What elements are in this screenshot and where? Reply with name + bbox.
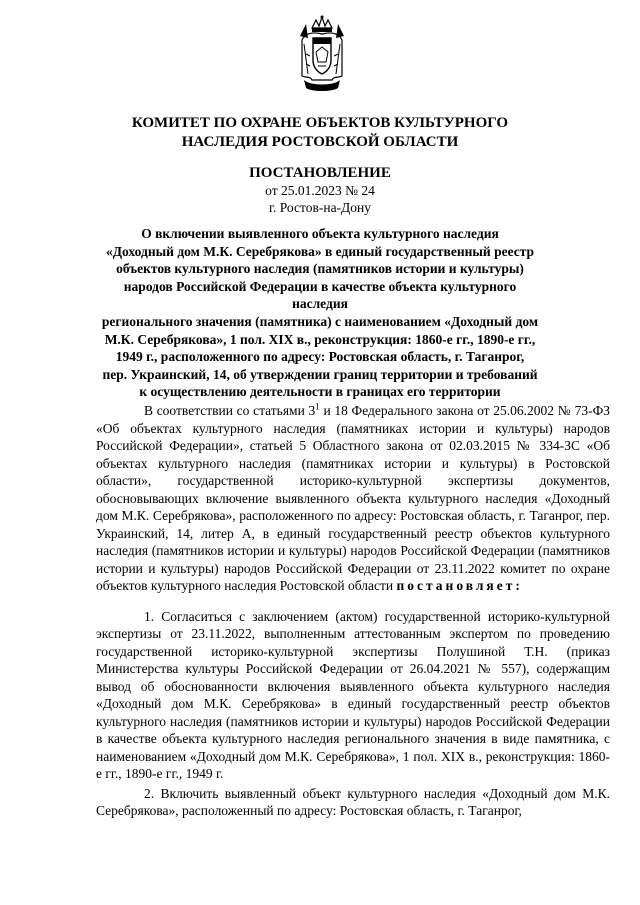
subject-line: объектов культурного наследия (памятников истории и культуры) <box>116 261 524 277</box>
subject-line: О включении выявленного объекта культурного наследия <box>141 226 499 241</box>
preamble-text-start: В соответствии со статьями 3 <box>144 403 316 418</box>
clause-2: 2. Включить выявленный объект культурного наследия «Доходный дом М.К. Серебрякова», расположенный по адресу: Ростовская область, г. Таганрог, <box>96 785 610 818</box>
issuing-authority <box>60 114 580 152</box>
subject-line: народов Российской Федерации в качестве объекта культурного наследия <box>123 278 517 312</box>
clause-1: 1. Согласиться с заключением (актом) государственной историко-культурной экспертизы от 23.11.2022, выполненным аттестованным экспертом по проведению государственной историко-культурной экспертизы Полушиной Т.Н. (приказ Министерства культуры Российской Федерации от 26.04.2021 № 557), содержащим вывод об обоснованности включения выявленного объекта культурного наследия «Доходный дом М.К. Серебрякова» в единый государственный реестр объектов культурного наследия (памятников истории и культуры) народов Российской Федерации в качестве объекта культурного наследия регионального значения в виде памятника, с наименованием «Доходный дом М.К. Серебрякова», 1 пол. XIX в., реконструкция: 1860-е гг., 1890-е гг., 1949 г. <box>96 608 610 781</box>
preamble-paragraph <box>96 402 610 595</box>
document-subject <box>95 225 545 401</box>
document-date-number: от 25.01.2023 № 24 <box>265 183 375 198</box>
coat-of-arms-icon <box>298 14 346 92</box>
subject-line: регионального значения (памятника) с наименованием «Доходный дом <box>101 313 539 329</box>
subject-line: 1949 г., расположенного по адресу: Ростовская область, г. Таганрог, <box>115 349 525 365</box>
document-body <box>96 402 610 820</box>
preamble-text-rest: и 18 Федерального закона от 25.06.2002 № 73-ФЗ «Об объектах культурного наследия (памятниках истории и культуры) народов Российской Федерации», статьей 5 Областного закона от 02.03.2015 № 334-ЗС «Об объектах культурного наследия (памятниках истории и культуры) в Ростовской области», государственной историко-культурной экспертизы документов, обосновывающих включение выявленного объекта культурного наследия «Доходный дом М.К. Серебрякова», расположенного по адресу: Ростовская область, г. Таганрог, пер. Украинский, 14, литер А, в единый государственный реестр объектов культурного наследия (памятников истории и культуры) народов Российской Федерации (памятников истории и культуры) народов Российской Федерации от 23.11.2022 комитет по охране объектов культурного наследия Ростовской области <box>96 403 611 593</box>
document-type: ПОСТАНОВЛЕНИЕ <box>249 165 391 181</box>
subject-line: «Доходный дом М.К. Серебрякова» в единый государственный реестр <box>105 243 535 259</box>
org-line-1: КОМИТЕТ ПО ОХРАНЕ ОБЪЕКТОВ КУЛЬТУРНОГО <box>131 115 509 131</box>
article-superscript: 1 <box>315 401 320 412</box>
org-line-2: НАСЛЕДИЯ РОСТОВСКОЙ ОБЛАСТИ <box>181 134 459 150</box>
subject-line: М.К. Серебрякова», 1 пол. XIX в., реконструкция: 1860-е гг., 1890-е гг., <box>104 331 536 347</box>
resolves-keyword: постановляет: <box>396 578 523 593</box>
document-city: г. Ростов-на-Дону <box>268 200 371 215</box>
subject-line: пер. Украинский, 14, об утверждении границ территории и требований <box>102 366 538 382</box>
subject-line: к осуществлению деятельности в границах его территории <box>139 384 501 400</box>
